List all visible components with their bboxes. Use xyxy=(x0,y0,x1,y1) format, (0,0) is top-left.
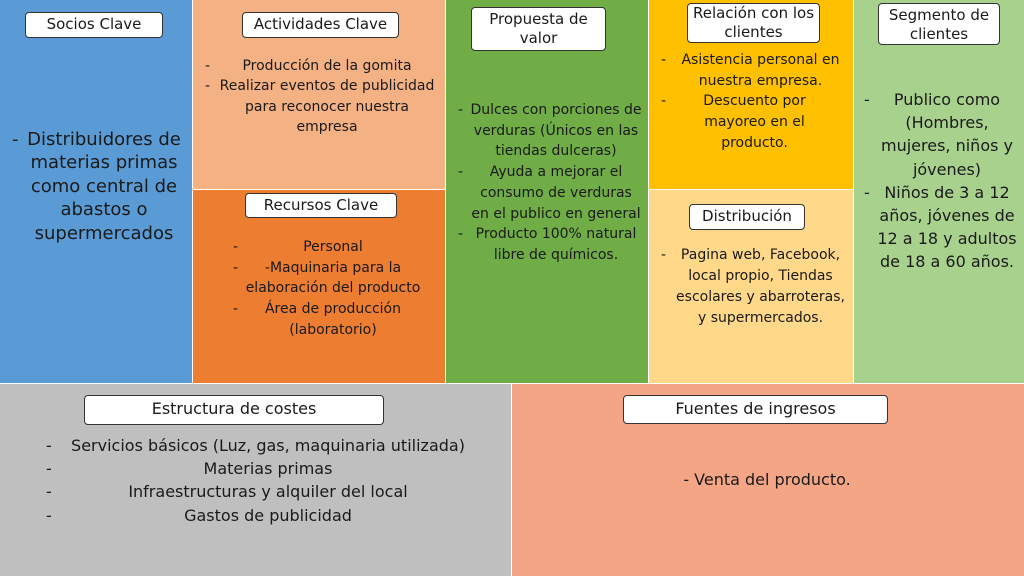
list-item: - Ayuda a mejorar el consumo de verduras en el publico en general xyxy=(452,162,644,224)
segmento-clientes-title: Segmento de clientes xyxy=(878,3,1000,45)
distribucion-title: Distribución xyxy=(689,204,805,230)
list-item: - Publico como (Hombres, mujeres, niños y jóvenes) xyxy=(858,88,1020,181)
segmento-clientes-content xyxy=(858,88,1020,274)
relacion-clientes-title: Relación con los clientes xyxy=(687,3,820,43)
recursos-clave-content xyxy=(227,237,423,341)
list-item: - Realizar eventos de publicidad para reconocer nuestra empresa xyxy=(199,76,439,137)
list-item: - Servicios básicos (Luz, gas, maquinaria utilizada) xyxy=(40,434,480,457)
actividades-clave-content xyxy=(199,56,439,137)
list-item: - Niños de 3 a 12 años, jóvenes de 12 a 18 y adultos de 18 a 60 años. xyxy=(858,181,1020,274)
ingresos-text: - Venta del producto. xyxy=(683,470,851,489)
propuesta-valor-block xyxy=(446,0,649,384)
recursos-clave-title: Recursos Clave xyxy=(245,193,397,218)
estructura-costes-content xyxy=(40,434,480,527)
estructura-costes-title: Estructura de costes xyxy=(84,395,384,425)
socios-clave-block xyxy=(0,0,193,384)
list-item: - Asistencia personal en nuestra empresa. xyxy=(655,50,850,91)
fuentes-ingresos-content xyxy=(612,469,922,491)
list-item: - Área de producción (laboratorio) xyxy=(227,299,423,340)
list-item: - Producción de la gomita xyxy=(199,56,439,76)
distribucion-block xyxy=(649,190,854,384)
relacion-clientes-block xyxy=(649,0,854,190)
list-item: - Producto 100% natural libre de químicos. xyxy=(452,224,644,265)
actividades-clave-block xyxy=(193,0,446,190)
list-item: - -Maquinaria para la elaboración del producto xyxy=(227,258,423,299)
socios-clave-title: Socios Clave xyxy=(25,12,163,38)
socios-clave-content xyxy=(6,128,186,245)
list-item: - Personal xyxy=(227,237,423,258)
list-item: - Dulces con porciones de verduras (Únicos en las tiendas dulceras) xyxy=(452,100,644,162)
propuesta-valor-content xyxy=(452,100,644,266)
fuentes-ingresos-title: Fuentes de ingresos xyxy=(623,395,888,424)
propuesta-valor-title: Propuesta de valor xyxy=(471,7,606,51)
list-item: - Descuento por mayoreo en el producto. xyxy=(655,91,850,153)
relacion-clientes-content xyxy=(655,50,850,154)
list-item: - Pagina web, Facebook, local propio, Tiendas escolares y abarroteras, y supermercados. xyxy=(655,245,850,329)
distribucion-content xyxy=(655,245,850,329)
fuentes-ingresos-block xyxy=(512,384,1024,576)
actividades-clave-title: Actividades Clave xyxy=(242,12,399,38)
segmento-clientes-block xyxy=(854,0,1024,384)
list-item: - Materias primas xyxy=(40,457,480,480)
estructura-costes-block xyxy=(0,384,512,576)
list-item: - Distribuidores de materias primas como central de abastos o supermercados xyxy=(6,128,186,245)
list-item: - Gastos de publicidad xyxy=(40,504,480,527)
recursos-clave-block xyxy=(193,190,446,384)
list-item: - Infraestructuras y alquiler del local xyxy=(40,480,480,503)
